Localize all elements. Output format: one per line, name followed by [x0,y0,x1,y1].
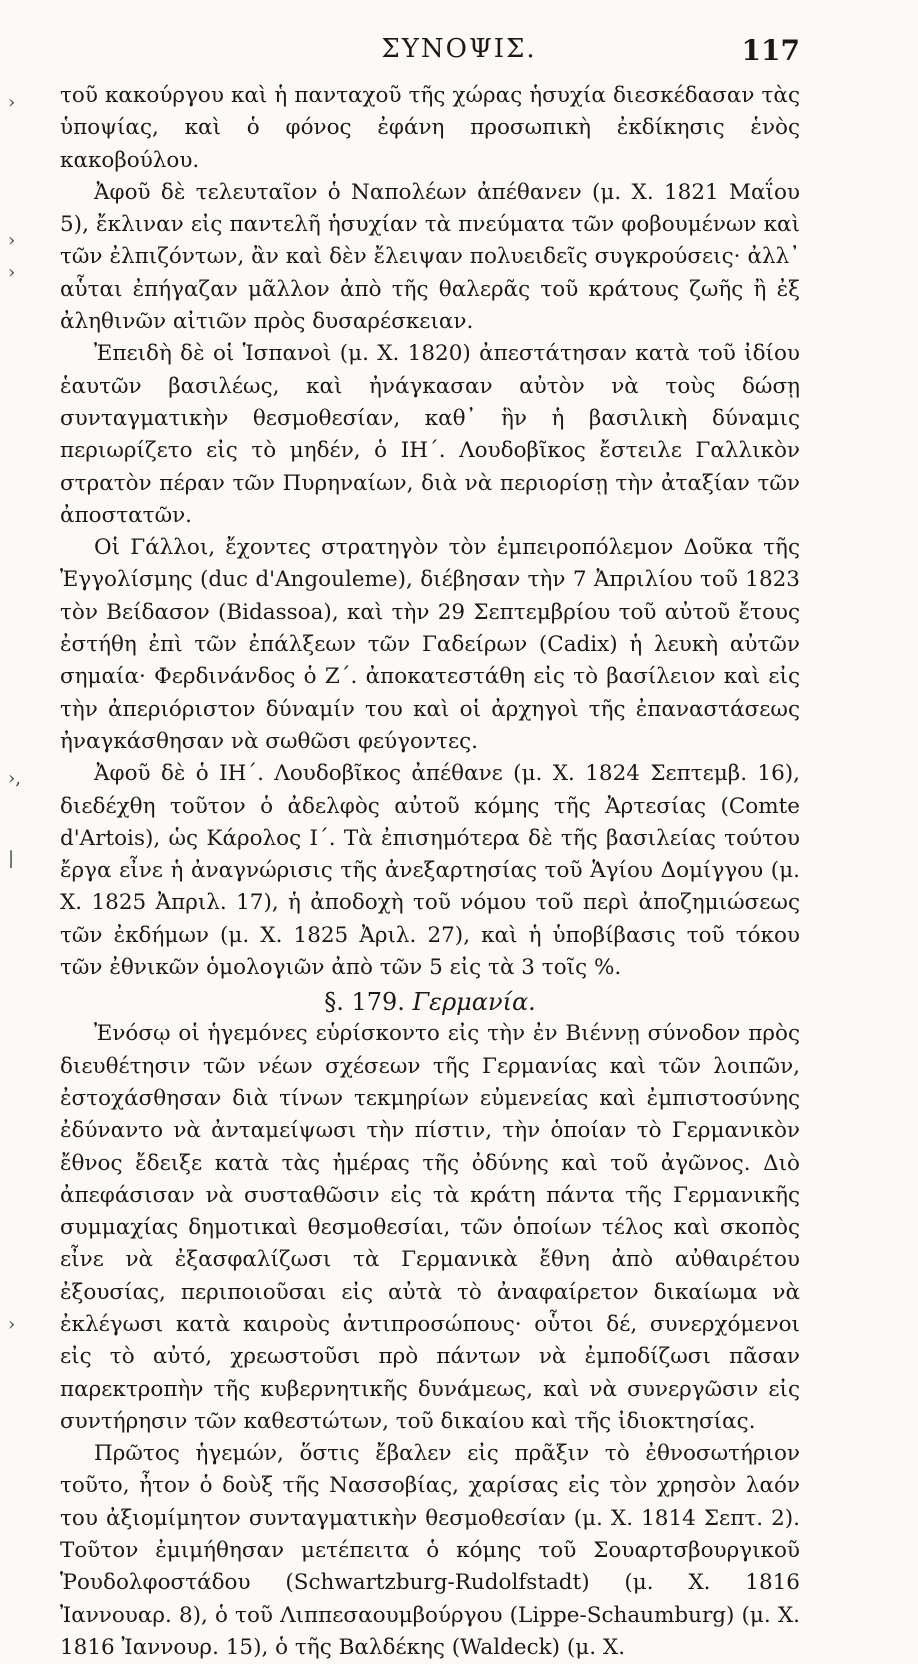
paragraph: Πρῶτος ἡγεμών, ὅστις ἔβαλεν εἰς πρᾶξιν τὸ ἐθνοσωτήριον τοῦτο, ἦτον ὁ δοὺξ τῆς Νασσοβίας, χαρίσας εἰς τὸν χρησὸν λαόν του ἀξιομίμητον συνταγματικὴν θεσμοθεσίαν (μ. Χ. 1814 Σεπτ. 2). Τοῦτον ἐμιμήθησαν μετέπειτα ὁ κόμης τοῦ Σουαρτσβουργικοῦ Ῥουδολφοστάδου (Schwartzburg-Rudolfstadt) (μ. Χ. 1816 Ἰαννουαρ. 8), ὁ τοῦ Λιππεσαουμβούργου (Lippe-Schaumburg) (μ. Χ. 1816 Ἰαννουρ. 15), ὁ τῆς Βαλδέκης (Waldeck) (μ. Χ. [60,1441,800,1660]
margin-mark: › [8,230,16,251]
section-heading [60,986,800,1018]
paragraph: τοῦ κακούργου καὶ ἡ πανταχοῦ τῆς χώρας ἡσυχία διεσκέδασαν τὰς ὑποψίας, καὶ ὁ φόνος ἐφάνη προσωπικὴ ἐκδίκησις ἑνὸς κακοβούλου. [60,83,800,173]
margin-mark: › [8,92,16,113]
body-text [60,80,800,1664]
paragraph: Ἐπειδὴ δὲ οἱ Ἱσπανοὶ (μ. Χ. 1820) ἀπεστάτησαν κατὰ τοῦ ἰδίου ἑαυτῶν βασιλέως, καὶ ἠνάγκασαν αὐτὸν νὰ τοὺς δώσῃ συνταγματικὴν θεσμοθεσίαν, καθ᾽ ἣν ἡ βασιλικὴ δύναμις περιωρίζετο εἰς τὸ μηδέν, ὁ ΙΗ΄. Λουδοβῖκος ἔστειλε Γαλλικὸν στρατὸν πέραν τῶν Πυρηναίων, διὰ νὰ περιορίσῃ τὴν ἀταξίαν τῶν ἀποστατῶν. [60,341,800,528]
running-head: ΣΥΝΟΨΙΣ. [381,34,537,64]
page-header [0,34,918,74]
paragraph: Ἀφοῦ δὲ τελευταῖον ὁ Ναπολέων ἀπέθανεν (μ. Χ. 1821 Μαΐου 5), ἔκλιναν εἰς παντελῆ ἡσυχίαν τὰ πνεύματα τῶν φοβουμένων καὶ τῶν ἐλπιζόντων, ἂν καὶ δὲν ἔλειψαν πολυειδεῖς συγκρούσεις· ἀλλ᾽ αὗται ἐπήγαζαν μᾶλλον ἀπὸ τῆς θαλερᾶς τοῦ κράτους ζωῆς ἢ ἐξ ἀληθινῶν αἰτιῶν πρὸς δυσαρέσκειαν. [60,179,800,335]
margin-mark: ›, [8,768,21,789]
margin-mark: › [8,262,16,283]
paragraph: Οἱ Γάλλοι, ἔχοντες στρατηγὸν τὸν ἐμπειροπόλεμον Δοῦκα τῆς Ἐγγολίσμης (duc d'Angouleme), διέβησαν τὴν 7 Ἀπριλίου τοῦ 1823 τὸν Βείδασον (Bidassoa), καὶ τὴν 29 Σεπτεμβρίου τοῦ αὐτοῦ ἔτους ἐστήθη ἐπὶ τῶν ἐπάλξεων τῶν Γαδείρων (Cadix) ἡ λευκὴ αὐτῶν σημαία· Φερδινάνδος ὁ Ζ΄. ἀποκατεστάθη εἰς τὸ βασίλειον καὶ εἰς τὴν ἀπεριόριστον δύναμίν του καὶ οἱ ἀρχηγοὶ τῆς ἐπαναστάσεως ἠναγκάσθησαν νὰ σωθῶσι φεύγοντες. [60,535,800,754]
margin-mark: › [8,1314,16,1335]
page-number: 117 [741,34,800,67]
margin-mark: | [8,848,15,869]
section-number: §. 179. [324,988,405,1017]
paragraph: Ἐνόσῳ οἱ ἡγεμόνες εὑρίσκοντο εἰς τὴν ἐν Βιέννῃ σύνοδον πρὸς διευθέτησιν τῶν νέων σχέσεων τῆς Γερμανίας καὶ τῶν λοιπῶν, ἐστοχάσθησαν διὰ τίνων τεκμηρίων εὐμενείας καὶ ἐμπιστοσύνης ἐδύναντο νὰ ἀνταμείψωσι τὴν πίστιν, τὴν ὁποίαν τὸ Γερμανικὸν ἔθνος ἔδειξε κατὰ τὰς ἡμέρας τῆς ὀδύνης καὶ τοῦ ἀγῶνος. Διὸ ἀπεφάσισαν νὰ συσταθῶσιν εἰς τὰ κράτη πάντα τῆς Γερμανικῆς συμμαχίας δημοτικαὶ θεσμοθεσίαι, τῶν ὁποίων τέλος καὶ σκοπὸς εἶνε νὰ ἐξασφαλίζωσι τὰ Γερμανικὰ ἔθνη ἀπὸ αὐθαιρέτου ἐξουσίας, περιποιοῦσαι εἰς αὐτὰ τὸ ἀναφαίρετον δικαίωμα νὰ ἐκλέγωσι κατὰ καιροὺς ἀντιπροσώπους· οὗτοι δέ, συνερχόμενοι εἰς τὸ αὐτό, χρεωστοῦσι πρὸ πάντων νὰ ἐμποδίζωσι πᾶσαν παρεκτροπὴν τῆς κυβερνητικῆς δυνάμεως, καὶ νὰ συνεργῶσιν εἰς συντήρησιν τῶν καθεστώτων, τοῦ δικαίου καὶ τῆς ἰδιοκτησίας. [60,1021,800,1434]
section-title: Γερμανία. [412,988,536,1017]
paragraph: Ἀφοῦ δὲ ὁ ΙΗ΄. Λουδοβῖκος ἀπέθανε (μ. Χ. 1824 Σεπτεμβ. 16), διεδέχθη τοῦτον ὁ ἀδελφὸς αὐτοῦ κόμης τῆς Ἀρτεσίας (Comte d'Artois), ὡς Κάρολος Ι΄. Τὰ ἐπισημότερα δὲ τῆς βασιλείας τούτου ἔργα εἶνε ἡ ἀναγνώρισις τῆς ἀνεξαρτησίας τοῦ Ἁγίου Δομίγγου (μ. Χ. 1825 Ἀπριλ. 17), ἡ ἀποδοχὴ τοῦ νόμου τοῦ περὶ ἀποζημιώσεως τῶν ἐκδήμων (μ. Χ. 1825 Ἀριλ. 27), καὶ ἡ ὑποβίβασις τοῦ τόκου τῶν ἐθνικῶν ὁμολογιῶν ἀπὸ τῶν 5 εἰς τὰ 3 τοῖς %. [60,761,800,981]
